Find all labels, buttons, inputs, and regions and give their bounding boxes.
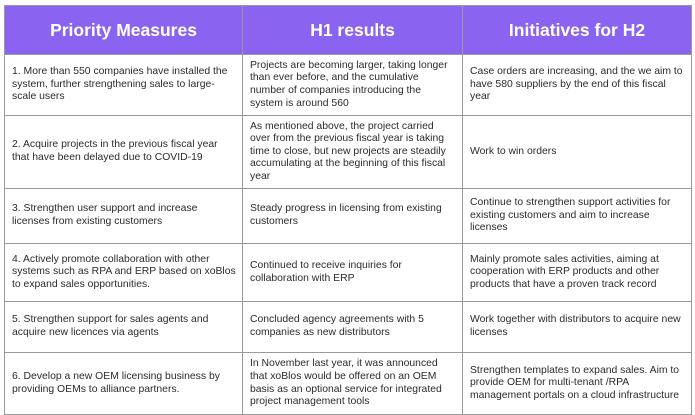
header-initiatives-h2: Initiatives for H2	[463, 6, 692, 55]
cell-h2-initiative: Case orders are increasing, and the we aim to have 580 suppliers by the end of this fiscal year	[463, 55, 692, 116]
cell-h2-initiative: Strengthen templates to expand sales. Aim to provide OEM for multi-tenant /RPA management portals on a cloud infrastructure	[463, 353, 692, 415]
cell-h2-initiative: Work together with distributors to acquire new licenses	[463, 302, 692, 353]
cell-h1-result: Continued to receive inquiries for collaboration with ERP	[243, 244, 463, 302]
table-row	[5, 302, 692, 353]
table-body	[5, 55, 692, 415]
table-header	[5, 6, 692, 55]
cell-priority-measure: 5. Strengthen support for sales agents and acquire new licences via agents	[5, 302, 243, 353]
table-row	[5, 353, 692, 415]
cell-h2-initiative: Work to win orders	[463, 116, 692, 189]
cell-h2-initiative: Mainly promote sales activities, aiming at cooperation with ERP products and other products that have a proven track record	[463, 244, 692, 302]
cell-priority-measure: 3. Strengthen user support and increase licenses from existing customers	[5, 189, 243, 244]
table-row	[5, 55, 692, 116]
table-row	[5, 116, 692, 189]
cell-h1-result: In November last year, it was announced that xoBlos would be offered on an OEM basis as an optional service for integrated project management tools	[243, 353, 463, 415]
cell-h2-initiative: Continue to strengthen support activities for existing customers and aim to increase licenses	[463, 189, 692, 244]
cell-priority-measure: 6. Develop a new OEM licensing business by providing OEMs to alliance partners.	[5, 353, 243, 415]
cell-h1-result: Projects are becoming larger, taking longer than ever before, and the cumulative number of companies introducing the system is around 560	[243, 55, 463, 116]
priority-measures-table-container	[4, 5, 691, 411]
header-row	[5, 6, 692, 55]
priority-measures-table	[4, 5, 692, 415]
header-h1-results: H1 results	[243, 6, 463, 55]
header-priority-measures: Priority Measures	[5, 6, 243, 55]
cell-priority-measure: 2. Acquire projects in the previous fiscal year that have been delayed due to COVID-19	[5, 116, 243, 189]
table-row	[5, 189, 692, 244]
cell-h1-result: Concluded agency agreements with 5 companies as new distributors	[243, 302, 463, 353]
table-row	[5, 244, 692, 302]
cell-h1-result: Steady progress in licensing from existing customers	[243, 189, 463, 244]
cell-priority-measure: 1. More than 550 companies have installed the system, further strengthening sales to large-scale users	[5, 55, 243, 116]
cell-priority-measure: 4. Actively promote collaboration with other systems such as RPA and ERP based on xoBlos to expand sales opportunities.	[5, 244, 243, 302]
cell-h1-result: As mentioned above, the project carried over from the previous fiscal year is taking time to close, but new projects are steadily accumulating at the beginning of this fiscal year	[243, 116, 463, 189]
